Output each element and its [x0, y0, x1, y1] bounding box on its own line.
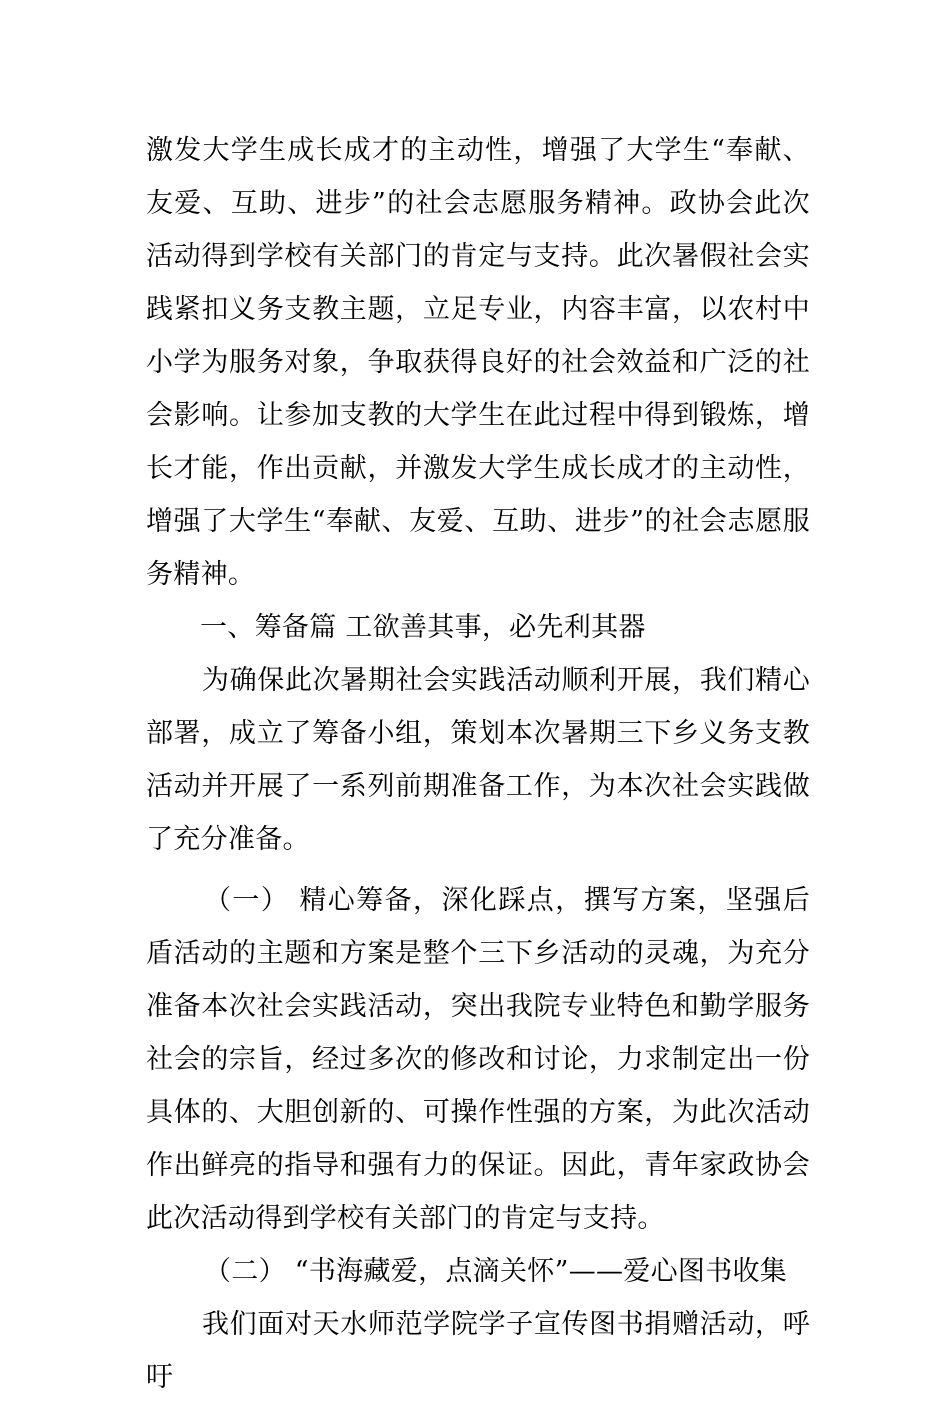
paragraph-book-donation: 我们面对天水师范学院学子宣传图书捐赠活动，呼吁 [146, 1309, 810, 1393]
paragraph-preparation: 为确保此次暑期社会实践活动顺利开展，我们精心部署，成立了筹备小组，策划本次暑期三下乡义务支教活动并开展了一系列前期准备工作，为本次社会实践做了充分准备。 [146, 665, 810, 855]
subsection-heading-two: （二） “书海藏爱，点滴关怀”——爱心图书收集 [204, 1256, 788, 1287]
section-heading-preparation: 一、筹备篇 工欲善其事，必先利其器 [200, 612, 646, 643]
paragraph-continuation: 激发大学生成长成才的主动性，增强了大学生“奉献、友爱、互助、进步”的社会志愿服务精神。政协会此次活动得到学校有关部门的肯定与支持。此次暑假社会实践紧扣义务支教主题，立足专业，内容丰富，以农村中小学为服务对象，争取获得良好的社会效益和广泛的社会影响。让参加支教的大学生在此过程中得到锻炼，增长才能，作出贡献，并激发大学生成长成才的主动性，增强了大学生“奉献、友爱、互助、进步”的社会志愿服务精神。 [146, 135, 810, 590]
paragraph-subsection-one: （一） 精心筹备，深化踩点，撰写方案，坚强后盾活动的主题和方案是整个三下乡活动的灵魂，为充分准备本次社会实践活动，突出我院专业特色和勤学服务社会的宗旨，经过多次的修改和讨论，力求制定出一份具体的、大胆创新的、可操作性强的方案，为此次活动作出鲜亮的指导和强有力的保证。因此，青年家政协会此次活动得到学校有关部门的肯定与支持。 [146, 885, 810, 1234]
document-body [146, 124, 810, 1404]
